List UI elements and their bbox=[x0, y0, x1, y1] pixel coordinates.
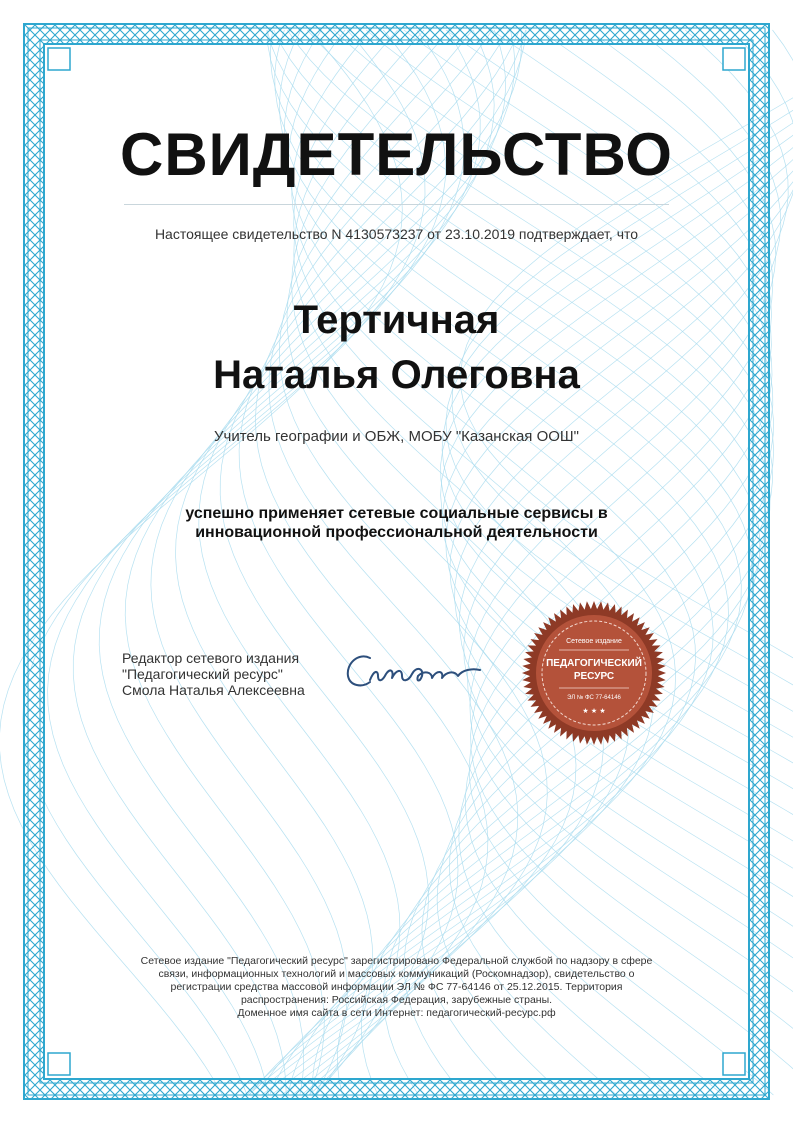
certificate-intro: Настоящее свидетельство N 4130573237 от 23.10.2019 подтверждает, что bbox=[154, 226, 639, 242]
footer-line: Доменное имя сайта в сети Интернет: педагогический-ресурс.рф bbox=[237, 1007, 556, 1019]
seal-title: ПЕДАГОГИЧЕСКИЙ bbox=[546, 658, 642, 669]
publication-seal bbox=[521, 600, 667, 746]
certificate-title: СВИДЕТЕЛЬСТВО bbox=[120, 121, 673, 188]
achievement-line: инновационной профессиональной деятельности bbox=[195, 524, 598, 541]
recipient-position: Учитель географии и ОБЖ, МОБУ "Казанская ООШ" bbox=[213, 428, 580, 445]
seal-stars: ★ ★ ★ bbox=[582, 707, 606, 715]
editor-block bbox=[122, 650, 305, 698]
recipient-given-names: Наталья Олеговна bbox=[213, 353, 580, 397]
achievement-line: успешно применяет сетевые социальные сервисы в bbox=[185, 505, 608, 522]
seal-registration: ЭЛ № ФС 77-64146 bbox=[567, 695, 621, 701]
editor-role: Редактор сетевого издания bbox=[122, 650, 300, 666]
recipient-surname: Тертичная bbox=[293, 298, 500, 342]
editor-publication: "Педагогический ресурс" bbox=[122, 666, 283, 682]
editor-name: Смола Наталья Алексеевна bbox=[122, 682, 305, 698]
editor-signature bbox=[340, 640, 500, 700]
footer-line: регистрации средства массовой информации ЭЛ № ФС 77-64146 от 25.12.2015. Территория bbox=[170, 981, 623, 993]
footer-line: Сетевое издание "Педагогический ресурс" зарегистрировано Федеральной службой по надзору в сфере bbox=[140, 955, 653, 967]
seal-title: РЕСУРС bbox=[573, 671, 615, 682]
registration-footer bbox=[120, 955, 673, 1020]
achievement-statement bbox=[150, 504, 643, 542]
seal-top-text: Сетевое издание bbox=[566, 638, 622, 645]
title-divider bbox=[124, 204, 669, 205]
footer-line: связи, информационных технологий и массовых коммуникаций (Роскомнадзор), свидетельство о bbox=[158, 968, 635, 980]
footer-line: распространения: Российская Федерация, зарубежные страны. bbox=[240, 994, 553, 1006]
